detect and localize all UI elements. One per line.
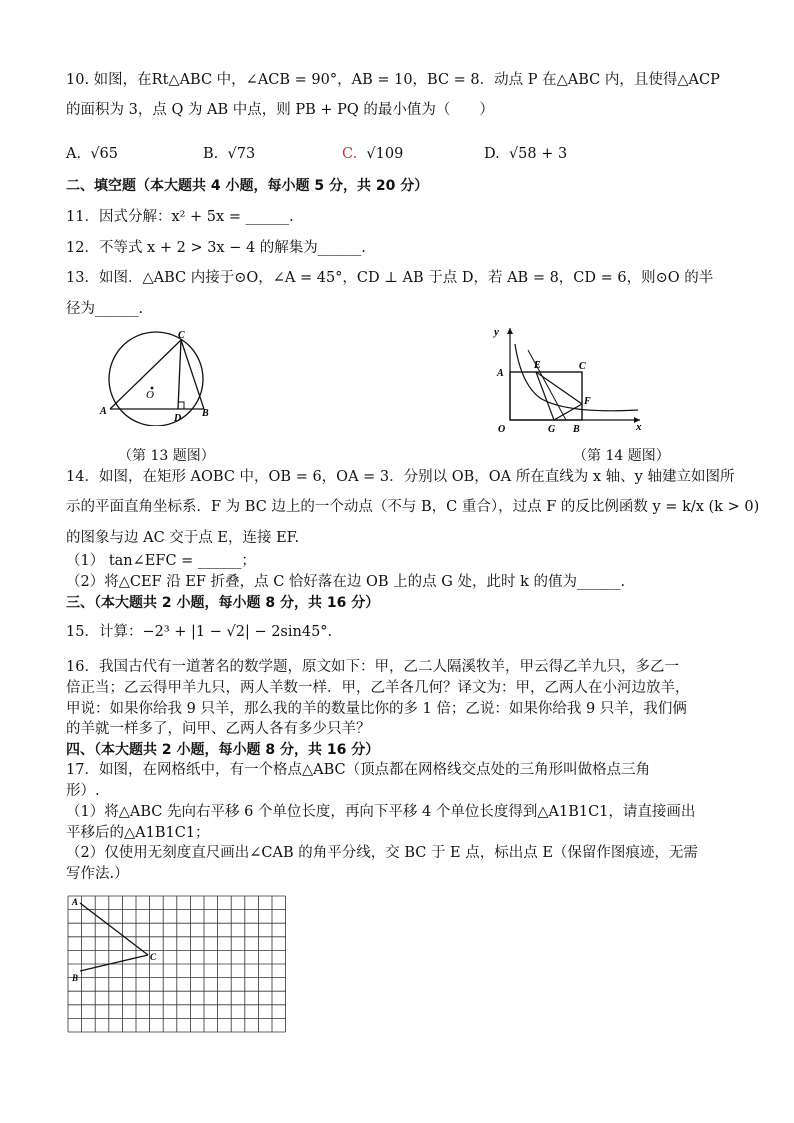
option-d: D. √58 + 3 (484, 146, 568, 162)
q17-line1: 17．如图，在网格纸中，有一个格点△ABC（顶点都在网格线交点处的三角形叫做格点三角 (66, 762, 651, 778)
q17-line5: （2）仅使用无刻度直尺画出∠CAB 的角平分线，交 BC 于 E 点，标出点 E（保留作图痕迹，无需 (66, 845, 698, 861)
label-o: O (146, 389, 154, 401)
segment-cd (178, 340, 181, 409)
y-axis-arrow (507, 328, 513, 334)
q15: 15．计算：−2³ + |1 − √2| − 2sin45°. (66, 624, 333, 640)
q14-line1: 14．如图，在矩形 AOBC 中，OB = 6，OA = 3．分别以 OB，OA 所在直线为 x 轴、y 轴建立如图所 (66, 469, 735, 485)
option-a: A. √65 (66, 146, 119, 162)
q16-line2: 倍正当；乙云得甲羊九只，两人羊数一样．甲，乙羊各几何？译文为：甲，乙两人在小河边放羊， (66, 680, 690, 696)
q14-line3: 的图象与边 AC 交于点 E，连接 EF. (66, 530, 300, 546)
segment-ac (80, 903, 148, 955)
figure-13 (94, 326, 218, 426)
option-b: B. √73 (203, 146, 256, 162)
label-y: y (494, 326, 499, 338)
section-4-title: 四、（本大题共 2 小题，每小题 8 分，共 16 分） (66, 742, 380, 758)
label-g: G (548, 424, 556, 435)
section-2-title: 二、填空题（本大题共 4 小题，每小题 5 分，共 20 分） (66, 178, 429, 194)
label-c: C (579, 361, 586, 372)
q14-sub1: （1） tan∠EFC = ______； (66, 553, 256, 569)
figure-17-grid (66, 893, 290, 1037)
figure-14-caption: （第 14 题图） (573, 448, 670, 464)
label-e: E (534, 360, 541, 371)
q10-line1: 10. 如图，在Rt△ABC 中，∠ACB = 90°，AB = 10，BC = 8．动点 P 在△ABC 内，且使得△ACP (66, 72, 720, 88)
q14-line2: 示的平面直角坐标系．F 为 BC 边上的一个动点（不与 B，C 重合），过点 F 的反比例函数 y = k/x (k > 0) (66, 499, 760, 515)
q17-line3: （1）将△ABC 先向右平移 6 个单位长度，再向下平移 4 个单位长度得到△A1B1C1，请直接画出 (66, 804, 696, 820)
label-c: C (150, 952, 157, 962)
grid-lines (68, 896, 286, 1032)
label-b: B (72, 973, 79, 983)
section-3-title: 三、（本大题共 2 小题，每小题 8 分，共 16 分） (66, 595, 380, 611)
q17-line2: 形）. (66, 783, 100, 799)
q16-line1: 16．我国古代有一道著名的数学题，原文如下：甲，乙二人隔溪牧羊，甲云得乙羊九只，多乙一 (66, 659, 679, 675)
label-a: A (100, 406, 107, 417)
label-d: D (174, 413, 182, 424)
label-f: F (584, 396, 591, 407)
figure-14 (488, 322, 648, 436)
label-b: B (573, 424, 580, 435)
q17-line4: 平移后的△A1B1C1； (66, 825, 210, 841)
q16-line3: 甲说：如果你给我 9 只羊，那么我的羊的数量比你的多 1 倍；乙说：如果你给我 9 只羊，我们俩 (66, 701, 687, 717)
label-a: A (497, 368, 504, 379)
label-a: A (72, 897, 79, 907)
label-c: C (178, 330, 185, 341)
label-b: B (202, 408, 209, 419)
q12: 12．不等式 x + 2 > 3x − 4 的解集为______. (66, 240, 366, 256)
q10-line2: 的面积为 3，点 Q 为 AB 中点，则 PB + PQ 的最小值为（ ） (66, 102, 494, 118)
q13-line1: 13．如图．△ABC 内接于⊙O，∠A = 45°，CD ⊥ AB 于点 D，若 AB = 8，CD = 6，则⊙O 的半 (66, 270, 714, 286)
q17-line6: 写作法.） (66, 866, 129, 882)
segment-eg (536, 372, 554, 420)
option-c: C. √109 (342, 146, 404, 162)
q14-sub2: （2）将△CEF 沿 EF 折叠，点 C 恰好落在边 OB 上的点 G 处，此时 k 的值为______. (66, 574, 626, 590)
circle-o (109, 332, 203, 426)
label-x: x (636, 421, 642, 433)
segment-bc (80, 955, 148, 971)
q16-line4: 的羊就一样多了，问甲、乙两人各有多少只羊？ (66, 721, 371, 737)
q13-line2: 径为______. (66, 301, 144, 317)
label-origin: O (498, 424, 506, 435)
figure-13-caption: （第 13 题图） (118, 448, 215, 464)
q11: 11．因式分解：x² + 5x = ______. (66, 209, 294, 225)
